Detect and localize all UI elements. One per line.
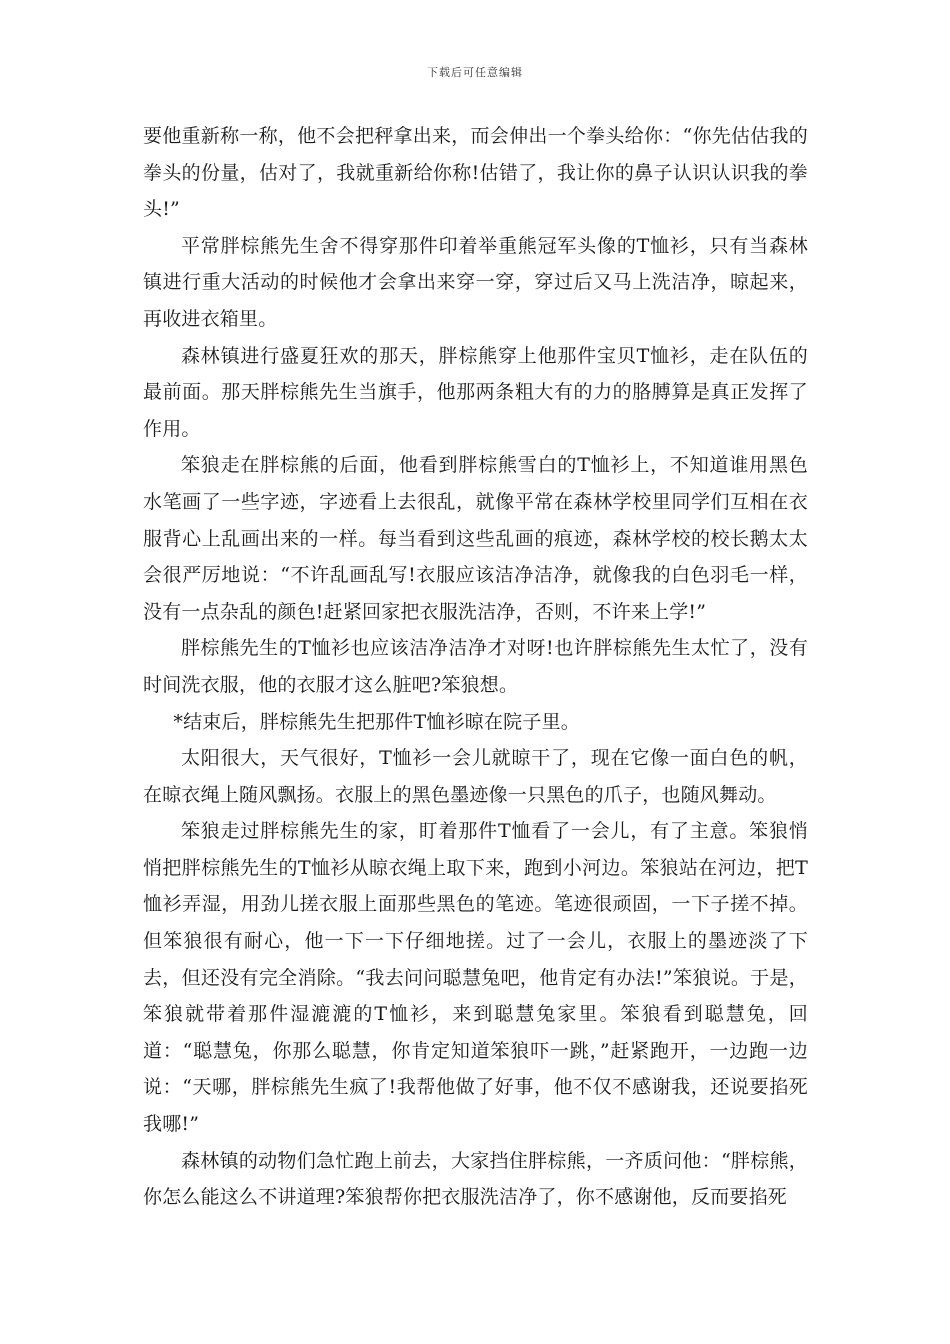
paragraph-9: 森林镇的动物们急忙跑上前去，大家挡住胖棕熊，一齐质问他：“胖棕熊，你怎么能这么不讲道理?笨狼帮你把衣服洗洁净了，你不感谢他，反而要掐死 (143, 1149, 808, 1209)
paragraph-4: 笨狼走在胖棕熊的后面，他看到胖棕熊雪白的T恤衫上，不知道谁用黑色水笔画了一些字迹，字迹看上去很乱，就像平常在森林学校里同学们互相在衣服背心上乱画出来的一样。每当看到这些乱画的痕迹，森林学校的校长鹅太太会很严厉地说：“不许乱画乱写!衣服应该洁净洁净，就像我的白色羽毛一样，没有一点杂乱的颜色!赶紧回家把衣服洗洁净，否则，不许来上学!” (143, 454, 808, 623)
paragraph-8: 笨狼走过胖棕熊先生的家，盯着那件T恤看了一会儿，有了主意。笨狼悄悄把胖棕熊先生的T恤衫从晾衣绳上取下来，跑到小河边。笨狼站在河边，把T恤衫弄湿，用劲儿搓衣服上面那些黑色的笔迹。笔迹很顽固，一下子搓不掉。但笨狼很有耐心，他一下一下仔细地搓。过了一会儿，衣服上的墨迹淡了下去，但还没有完全消除。“我去问问聪慧兔吧，他肯定有办法!”笨狼说。于是，笨狼就带着那件湿漉漉的T恤衫，来到聪慧兔家里。笨狼看到聪慧兔，回道：“聪慧兔，你那么聪慧，你肯定知道笨狼吓一跳，”赶紧跑开，一边跑一边说：“天哪，胖棕熊先生疯了!我帮他做了好事，他不仅不感谢我，还说要掐死我哪!” (143, 820, 808, 1136)
paragraph-6: *结束后，胖棕熊先生把那件T恤衫晾在院子里。 (173, 710, 580, 733)
paragraph-7: 太阳很大，天气很好，T恤衫一会儿就晾干了，现在它像一面白色的帆，在晾衣绳上随风飘扬。衣服上的黑色墨迹像一只黑色的爪子，也随风舞动。 (143, 747, 808, 806)
paragraph-3: 森林镇进行盛夏狂欢的那天，胖棕熊穿上他那件宝贝T恤衫，走在队伍的最前面。那天胖棕熊先生当旗手，他那两条粗大有的力的胳膊算是真正发挥了作用。 (143, 344, 808, 440)
paragraph-5: 胖棕熊先生的T恤衫也应该洁净洁净才对呀!也许胖棕熊先生太忙了，没有时间洗衣服，他的衣服才这么脏吧?笨狼想。 (143, 637, 808, 696)
paragraph-1: 要他重新称一称，他不会把秤拿出来，而会伸出一个拳头给你：“你先估估我的拳头的份量，估对了，我就重新给你称!估错了，我让你的鼻子认识认识我的拳头!” (143, 125, 808, 221)
page-header: 下载后可任意编辑 (427, 66, 523, 79)
document-body (143, 118, 808, 1216)
paragraph-2: 平常胖棕熊先生舍不得穿那件印着举重熊冠军头像的T恤衫，只有当森林镇进行重大活动的时候他才会拿出来穿一穿，穿过后又马上洗洁净，晾起来，再收进衣箱里。 (143, 234, 808, 330)
